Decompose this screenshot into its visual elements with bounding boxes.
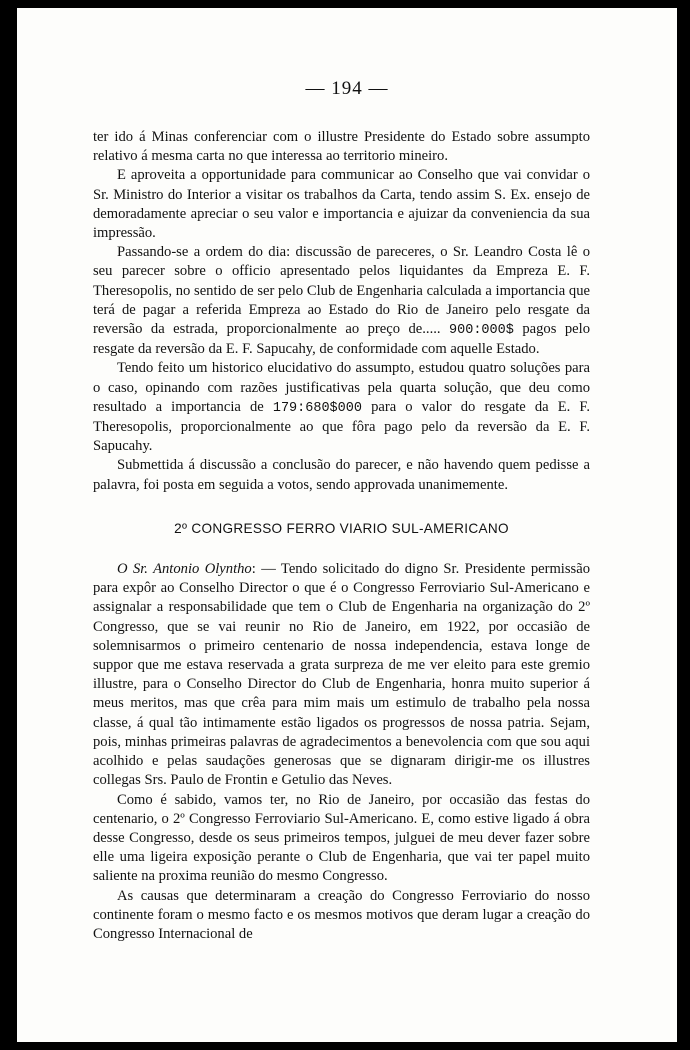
paragraph: ter ido á Minas conferenciar com o illustre Presidente do Estado sobre assumpto relativo á mesma carta no que interessa ao territorio mineiro. [93,129,590,165]
speaker-name: O Sr. Antonio Olyntho [117,561,252,578]
paragraph [93,560,590,790]
paragraph-text: pagos pelo resgate da reversão da E. F. Sapucahy, de conformidade com aquelle Estado. [93,321,591,358]
body-text [93,128,590,944]
paragraph-text: : — Tendo solicitado do digno Sr. Presidente permissão para expôr ao Conselho Director o que é o Congresso Ferroviario Sul-Americano e assignalar a responsabilidade que tem o Club de Engenharia na organização do 2º Congresso, que se vai reunir no Rio de Janeiro, em 1922, por occasião de solemnisarmos o primeiro centenario de nossa independencia, estava longe de suppor que me estava reservada a grata surpreza de me ver eleito para este gremio illustre, para o Conselho Director do Club de Engenharia, honra muito superior á meus meritos, mas que crêa para mim mais um estimulo de trabalho pela nossa classe, á qual tão intimamente estão ligados os progressos de nossa patria. Sejam, pois, minhas primeiras palavras de agradecimentos a benevolencia com que sou aqui acolhido e pelas saudações generosas que se dignaram dirigir-me os illustres collegas Srs. Paulo de Frontin e Getulio das Neves. [93,561,590,789]
paragraph: Como é sabido, vamos ter, no Rio de Janeiro, por occasião das festas do centenario, o 2º Congresso Ferroviario Sul-Americano. E, como estive ligado á obra desse Congresso, desde os seus primeiros tempos, julguei de meu dever fazer sobre elle uma ligeira exposição perante o Club de Engenharia, que vai ter papel muito saliente na proxima reunião do mesmo Congresso. [93,791,590,885]
paragraph-text: Tendo feito um historico elucidativo do assumpto, estudou quatro soluções para o caso, opinando com razões justificativas pela quarta solução, que deu como resultado a importancia de [93,360,590,415]
book-page [17,8,677,1042]
paragraph-text: Passando-se a ordem do dia: discussão de pareceres, o Sr. Leandro Costa lê o seu parecer sobre o officio apresentado pelos liquidantes da Empreza E. F. Theresopolis, no sentido de ser pelo Club de Engenharia calculada a importancia que terá de pagar a referida Empreza ao Estado do Rio de Janeiro pelo resgate da reversão da estrada, proporcionalmente ao preço de..... [93,244,590,338]
page-number: — 194 — [305,78,389,99]
paragraph-text: para o valor do resgate da E. F. Theresopolis, proporcionalmente ao que fôra pago pelo da reversão da E. F. Sapucahy. [93,398,590,455]
paragraph [93,243,590,359]
paragraph [93,359,590,456]
section-heading: 2º CONGRESSO FERRO VIARIO SUL-AMERICANO [174,520,509,536]
paragraph: E aproveita a opportunidade para communicar ao Conselho que vai convidar o Sr. Ministro do Interior a visitar os trabalhos da Carta, tendo assim S. Ex. ensejo de demoradamente apreciar o seu valor e importancia e ajuizar da conveniencia da sua impressão. [93,167,590,242]
amount: 900:000$ [449,323,514,339]
paragraph: As causas que determinaram a creação do Congresso Ferroviario do nosso continente foram o mesmo facto e os mesmos motivos que deram lugar a creação do Congresso Internacional de [93,887,590,942]
paragraph: Submettida á discussão a conclusão do parecer, e não havendo quem pedisse a palavra, foi posta em seguida a votos, sendo approvada unanimemente. [93,457,590,493]
amount: 179:680$000 [272,400,362,416]
